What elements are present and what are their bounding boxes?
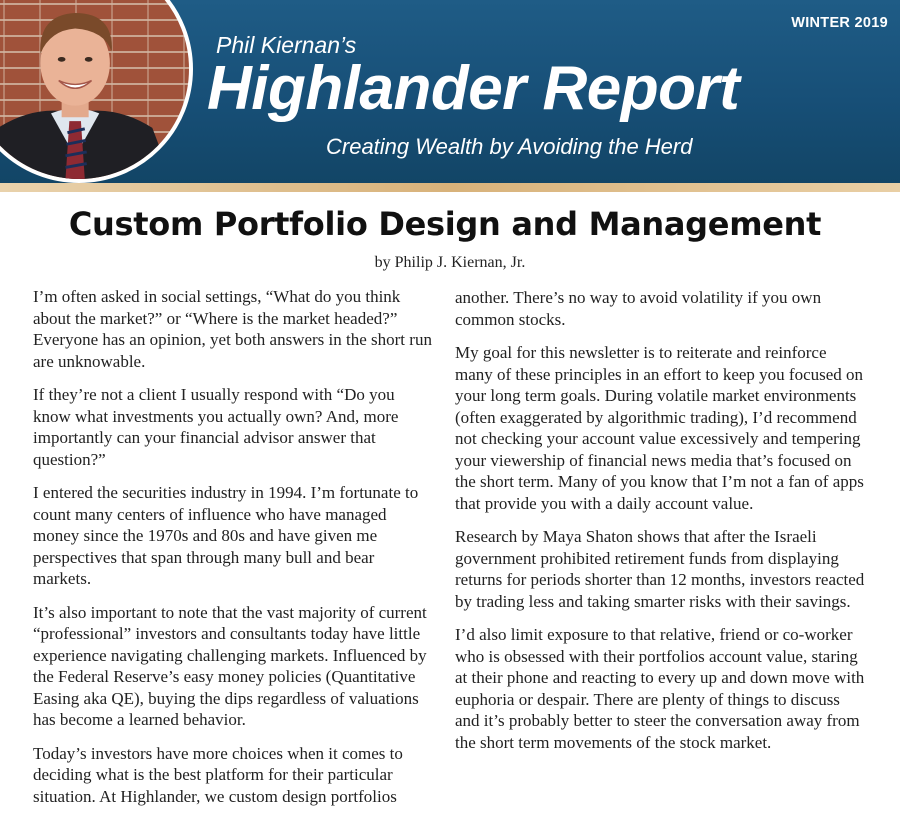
paragraph: Today’s investors have more choices when it comes to deciding what is the best platform for their particular situation. At Highlander, we custom design portfolios (33, 743, 403, 806)
portrait-illustration (0, 0, 189, 179)
article-column-left (33, 286, 435, 819)
masthead-author: Phil Kiernan’s (216, 32, 357, 58)
paragraph: I’m often asked in social settings, “What do you think about the market?” or “Where is the market headed?” Everyone has an opinion, yet both answers in the short run are unknowable. (33, 287, 432, 371)
newsletter-banner (0, 0, 900, 183)
banner-divider (0, 183, 900, 192)
issue-season: WINTER 2019 (791, 15, 888, 31)
paragraph: It’s also important to note that the vast majority of current “professional” investors and consultants today have little experience navigating challenging markets. Influenced by the Federal Reserve’s easy money policies (Quantitative Easing aka QE), buying the dips regardless of valuations has become a learned behavior. (33, 602, 427, 729)
article-title: Custom Portfolio Design and Management (68, 205, 822, 243)
article-byline: by Philip J. Kiernan, Jr. (374, 254, 526, 271)
paragraph: My goal for this newsletter is to reiterate and reinforce many of these principles in an effort to keep you focused on your long term goals. During volatile market environments (often exaggerated by algorithmic trading), I’d recommend not checking your account value excessively and tempering your viewership of financial news media that’s focused on the short term. Many of you know that I’m not a fan of apps that provide you with a daily account value. (455, 343, 864, 513)
paragraph: Research by Maya Shaton shows that after the Israeli government prohibited retirement funds from displaying returns for periods shorter than 12 months, investors reacted by trading less and taking smarter risks with their savings. (455, 527, 865, 611)
paragraph: If they’re not a client I usually respond with “Do you know what investments you actually own? And, more importantly can your financial advisor answer that question?” (33, 385, 399, 469)
paragraph: another. There’s no way to avoid volatility if you own common stocks. (455, 288, 822, 329)
masthead-tagline: Creating Wealth by Avoiding the Herd (326, 134, 693, 159)
masthead-title: Highlander Report (207, 54, 740, 123)
article-column-right (455, 287, 865, 765)
paragraph: I entered the securities industry in 1994. I’m fortunate to count many centers of influence who have managed money since the 1970s and 80s and have given me perspectives that span through many bull and bear markets. (33, 483, 419, 588)
paragraph: I’d also limit exposure to that relative, friend or co-worker who is obsessed with their portfolios account value, staring at their phone and reacting to every up and down move with euphoria or despair. There are plenty of things to discuss and it’s probably better to steer the conversation away from the short term movements of the stock market. (455, 625, 865, 752)
author-photo (0, 0, 193, 183)
